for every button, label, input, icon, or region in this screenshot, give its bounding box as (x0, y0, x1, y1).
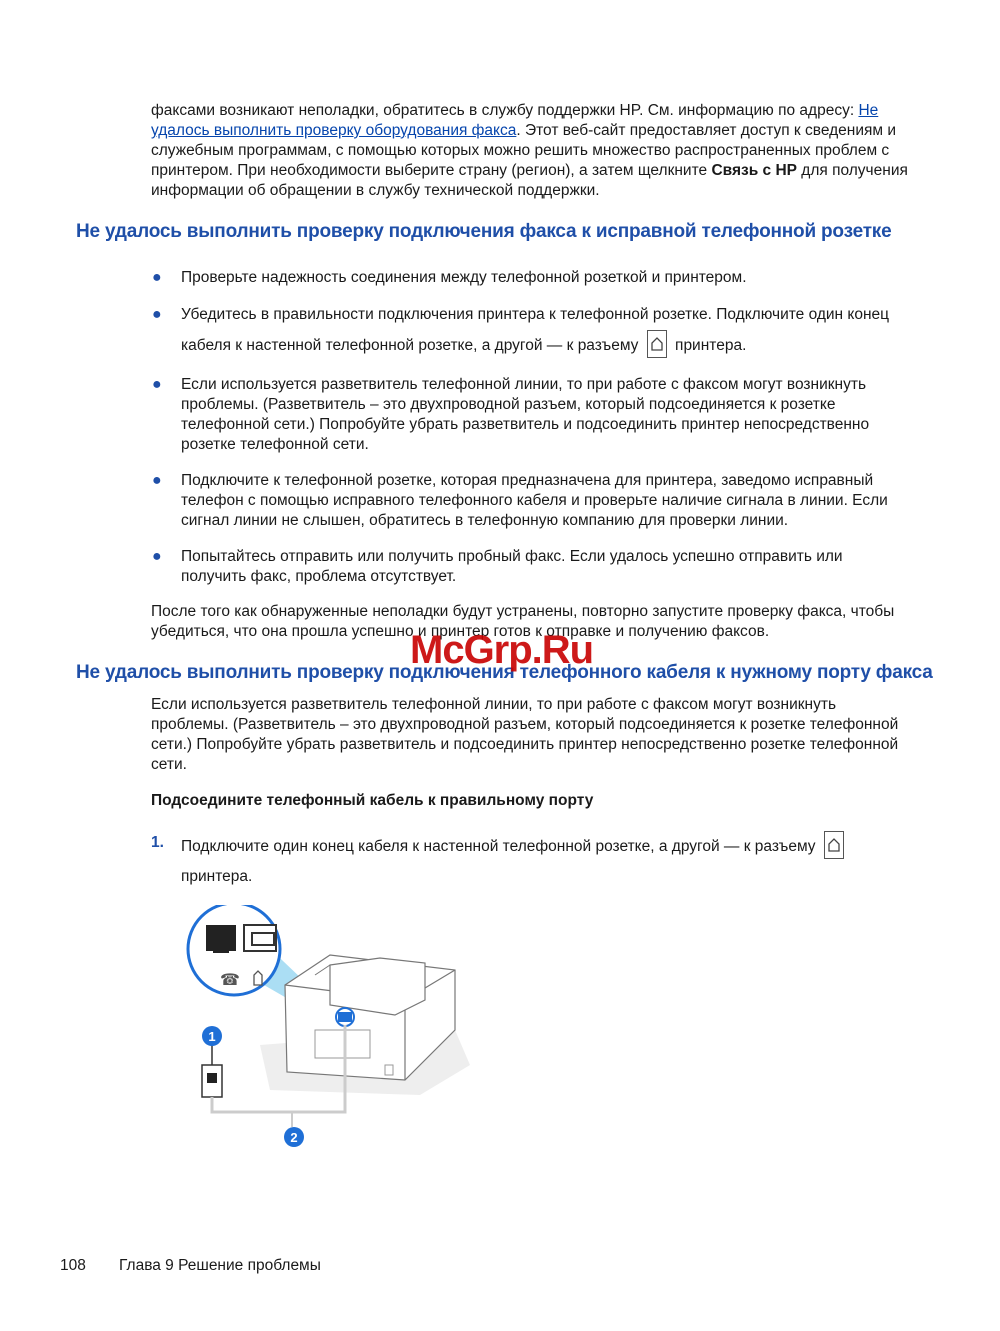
callout-2 (284, 1127, 304, 1147)
section1-heading: Не удалось выполнить проверку подключения факса к исправной телефонной розетке (76, 221, 892, 242)
section2-body: Если используется разветвитель телефонной линии, то при работе с факсом могут возникнуть проблемы. (Разветвитель – это двухпроводной разъем, который подсоединяется к розетке телефонной сети.) Попробуйте убрать разветвитель и подсоединить принтер непосредственно розетке телефонной сети. (151, 696, 899, 773)
intro-line-4: принтером. При необходимости выберите страну (регион), а затем щелкните Связь с HP для получения (151, 162, 908, 179)
fax-port-highlight (338, 1012, 352, 1022)
bullet-marker: ● (152, 376, 162, 393)
intro-line-2: удалось выполнить проверку оборудования факса. Этот веб-сайт предоставляет доступ к сведениям и (151, 122, 897, 139)
line-port-icon (647, 330, 667, 358)
page-number: 108 (60, 1257, 86, 1274)
hp-support-link-part1[interactable]: Не (858, 102, 879, 119)
section1-bullet-4: Подключите к телефонной розетке, которая предназначена для принтера, заведомо исправный телефон с помощью исправного телефонного кабеля и проверьте наличие сигнала в линии. Если сигнал линии не слышен, обратитесь в телефонную компанию для проверки линии. (181, 472, 888, 529)
intro-line-5: информации об обращении в службу технической поддержки. (151, 182, 600, 199)
line-port-icon (824, 831, 844, 859)
section2-subheading: Подсоедините телефонный кабель к правильному порту (151, 792, 594, 809)
svg-text:1: 1 (208, 1029, 216, 1044)
hp-support-link-part2[interactable]: удалось выполнить проверку оборудования факса (151, 122, 517, 139)
intro-line-3: служебным программам, с помощью которых можно решить множество распространенных проблем с (151, 142, 890, 159)
section1-bullet-1: Проверьте надежность соединения между телефонной розеткой и принтером. (181, 269, 747, 286)
bullet-marker: ● (152, 269, 162, 286)
section1-bullet-2: Убедитесь в правильности подключения принтера к телефонной розетке. Подключите один конец кабеля к настенной телефонной розетке, а другой — к разъему принтера. (181, 305, 921, 360)
intro-line-1: факсами возникают неполадки, обратитесь в службу поддержки HP. См. информацию по адресу: Не (151, 102, 879, 119)
svg-text:2: 2 (290, 1130, 298, 1145)
callout-1 (202, 1026, 222, 1046)
section1-conclusion: После того как обнаруженные неполадки будут устранены, повторно запустите проверку факса, чтобы убедиться, что она прошла успешно и принтер готов к отправке и получению факсов. (151, 603, 895, 640)
step-1-text: Подключите один конец кабеля к настенной телефонной розетке, а другой — к разъему принтера. (181, 833, 881, 887)
bullet-marker: ● (152, 548, 162, 565)
bullet-marker: ● (152, 472, 162, 489)
section1-bullet-5: Попытайтесь отправить или получить пробный факс. Если удалось успешно отправить или получить факс, проблема отсутствует. (181, 548, 843, 585)
wall-jack (202, 1065, 222, 1097)
section2-heading: Не удалось выполнить проверку подключения телефонного кабеля к нужному порту факса (76, 662, 933, 683)
step-number: 1. (151, 834, 164, 851)
intro-paragraph (151, 101, 921, 201)
section1-bullet-3: Если используется разветвитель телефонной линии, то при работе с факсом могут возникнуть проблемы. (Разветвитель – это двухпроводной разъем, который подсоединяется к розетке телефонной сети.) Попробуйте убрать разветвитель и подсоединить принтер непосредственно розетке телефонной сети. (181, 376, 870, 453)
bullet-marker: ● (152, 306, 162, 323)
watermark: McGrp.Ru (410, 628, 594, 672)
port-zoom-callout (188, 905, 280, 995)
contact-hp-label: Связь с HP (711, 162, 797, 179)
chapter-title: Глава 9 Решение проблемы (119, 1257, 321, 1274)
phone-icon: ☎ (220, 970, 240, 989)
fax-connection-figure (180, 905, 480, 1155)
